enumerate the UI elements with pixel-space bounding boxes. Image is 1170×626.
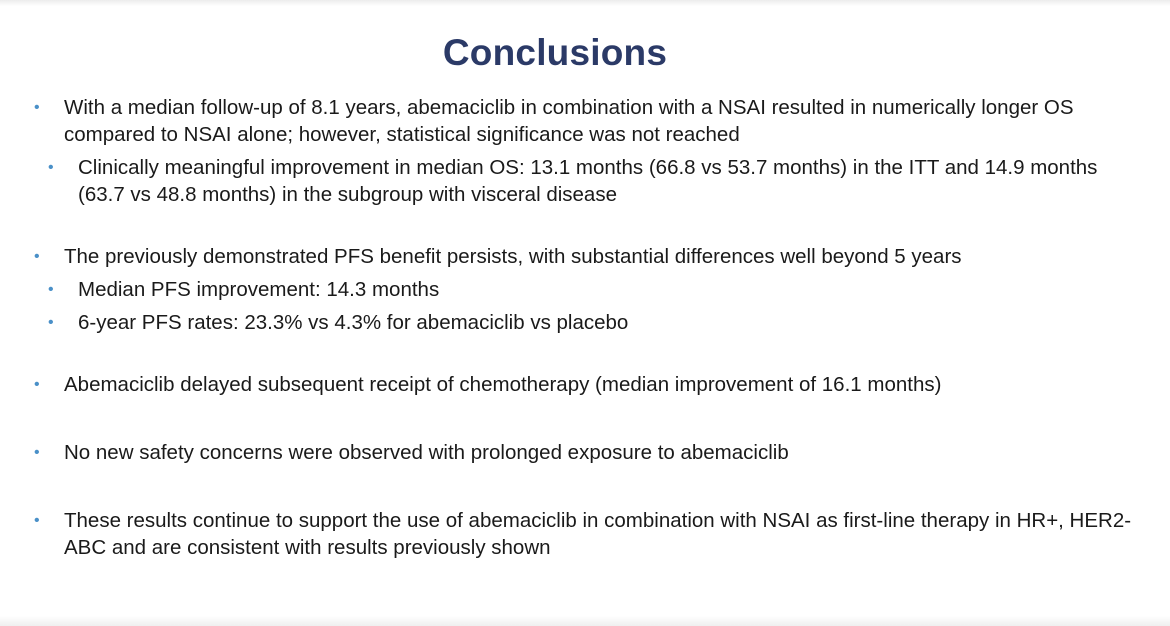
sub-bullet-item [48, 154, 1144, 208]
sub-bullet-text: 6-year PFS rates: 23.3% vs 4.3% for abemaciclib vs placebo [78, 311, 629, 334]
bottom-edge-shadow [0, 616, 1170, 626]
conclusions-list [34, 94, 1144, 561]
bullet-text: These results continue to support the use of abemaciclib in combination with NSAI as first-line therapy in HR+, HER2- ABC and are consistent with results previously shown [64, 509, 1132, 559]
bullet-dot-icon: • [34, 248, 40, 265]
bullet-dot-icon: • [48, 281, 54, 298]
bullet-dot-icon: • [34, 99, 40, 116]
sub-bullet-item [48, 276, 1144, 303]
sub-bullet-text: Clinically meaningful improvement in median OS: 13.1 months (66.8 vs 53.7 months) in the ITT and 14.9 months (63.7 vs 48.8 months) in the subgroup with visceral disease [78, 156, 1098, 206]
slide-title: Conclusions [442, 32, 668, 73]
bullet-dot-icon: • [34, 376, 40, 393]
sub-bullet-item [48, 309, 1144, 336]
sub-bullet-text: Median PFS improvement: 14.3 months [78, 278, 440, 301]
bullet-dot-icon: • [48, 314, 54, 331]
bullet-text: Abemaciclib delayed subsequent receipt of chemotherapy (median improvement of 16.1 months) [64, 373, 942, 396]
sub-bullet-list [34, 276, 1144, 336]
bullet-dot-icon: • [34, 444, 40, 461]
bullet-item [34, 243, 1144, 270]
bullet-text: The previously demonstrated PFS benefit persists, with substantial differences well beyond 5 years [64, 245, 962, 268]
bullet-dot-icon: • [34, 512, 40, 529]
bullet-dot-icon: • [48, 159, 54, 176]
bullet-text: With a median follow-up of 8.1 years, abemaciclib in combination with a NSAI resulted in numerically longer OS compared to NSAI alone; however, statistical significance was not reached [64, 96, 1074, 146]
top-edge-shadow [0, 0, 1170, 6]
sub-bullet-list [34, 154, 1144, 208]
bullet-item [34, 371, 1144, 398]
bullet-text: No new safety concerns were observed with prolonged exposure to abemaciclib [64, 441, 789, 464]
bullet-item [34, 507, 1144, 561]
bullet-item [34, 94, 1144, 148]
bullet-item [34, 439, 1144, 466]
